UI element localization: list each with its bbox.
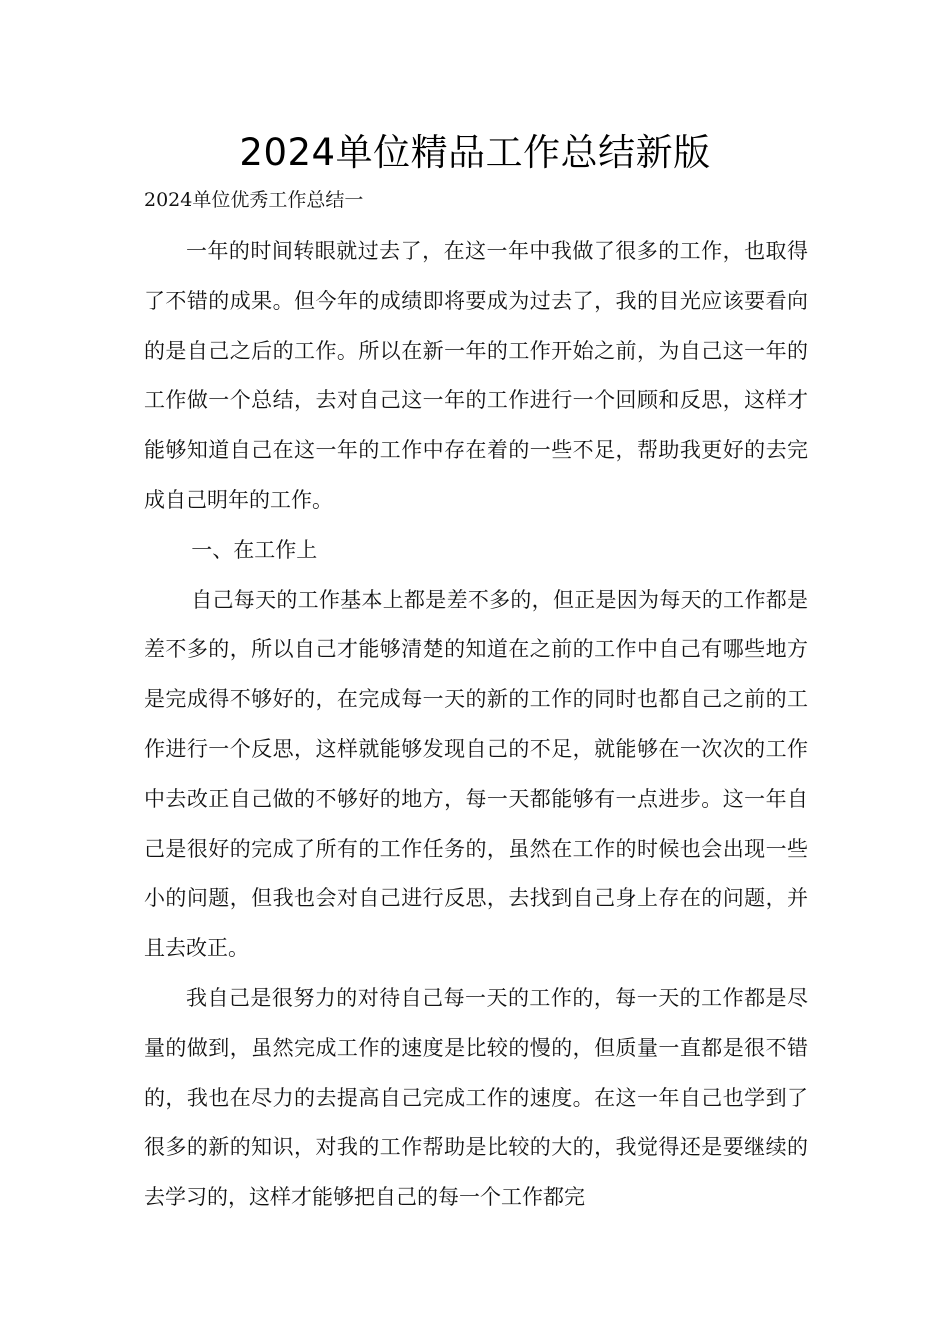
paragraph-daily-work: 自己每天的工作基本上都是差不多的，但正是因为每天的工作都是差不多的，所以自己才能够清楚的知道在之前的工作中自己有哪些地方是完成得不够好的，在完成每一天的新的工作的同时也都自己之前的工作进行一个反思，这样就能够发现自己的不足，就能够在一次次的工作中去改正自己做的不够好的地方，每一天都能够有一点进步。这一年自己是很好的完成了所有的工作任务的，虽然在工作的时候也会出现一些小的问题，但我也会对自己进行反思，去找到自己身上存在的问题，并且去改正。 (144, 587, 808, 961)
section-heading-work: 一、在工作上 (191, 537, 318, 562)
document-title: 2024单位精品工作总结新版 (239, 131, 711, 174)
paragraph-effort: 我自己是很努力的对待自己每一天的工作的，每一天的工作都是尽量的做到，虽然完成工作的速度是比较的慢的，但质量一直都是很不错的，我也在尽力的去提高自己完成工作的速度。在这一年自己也学到了很多的新的知识，对我的工作帮助是比较的大的，我觉得还是要继续的去学习的，这样才能够把自己的每一个工作都完 (144, 985, 808, 1210)
paragraph-intro: 一年的时间转眼就过去了，在这一年中我做了很多的工作，也取得了不错的成果。但今年的成绩即将要成为过去了，我的目光应该要看向的是自己之后的工作。所以在新一年的工作开始之前，为自己这一年的工作做一个总结，去对自己这一年的工作进行一个回顾和反思，这样才能够知道自己在这一年的工作中存在着的一些不足，帮助我更好的去完成自己明年的工作。 (144, 239, 808, 512)
document-body (144, 227, 808, 1223)
document-subtitle: 2024单位优秀工作总结一 (144, 189, 364, 211)
